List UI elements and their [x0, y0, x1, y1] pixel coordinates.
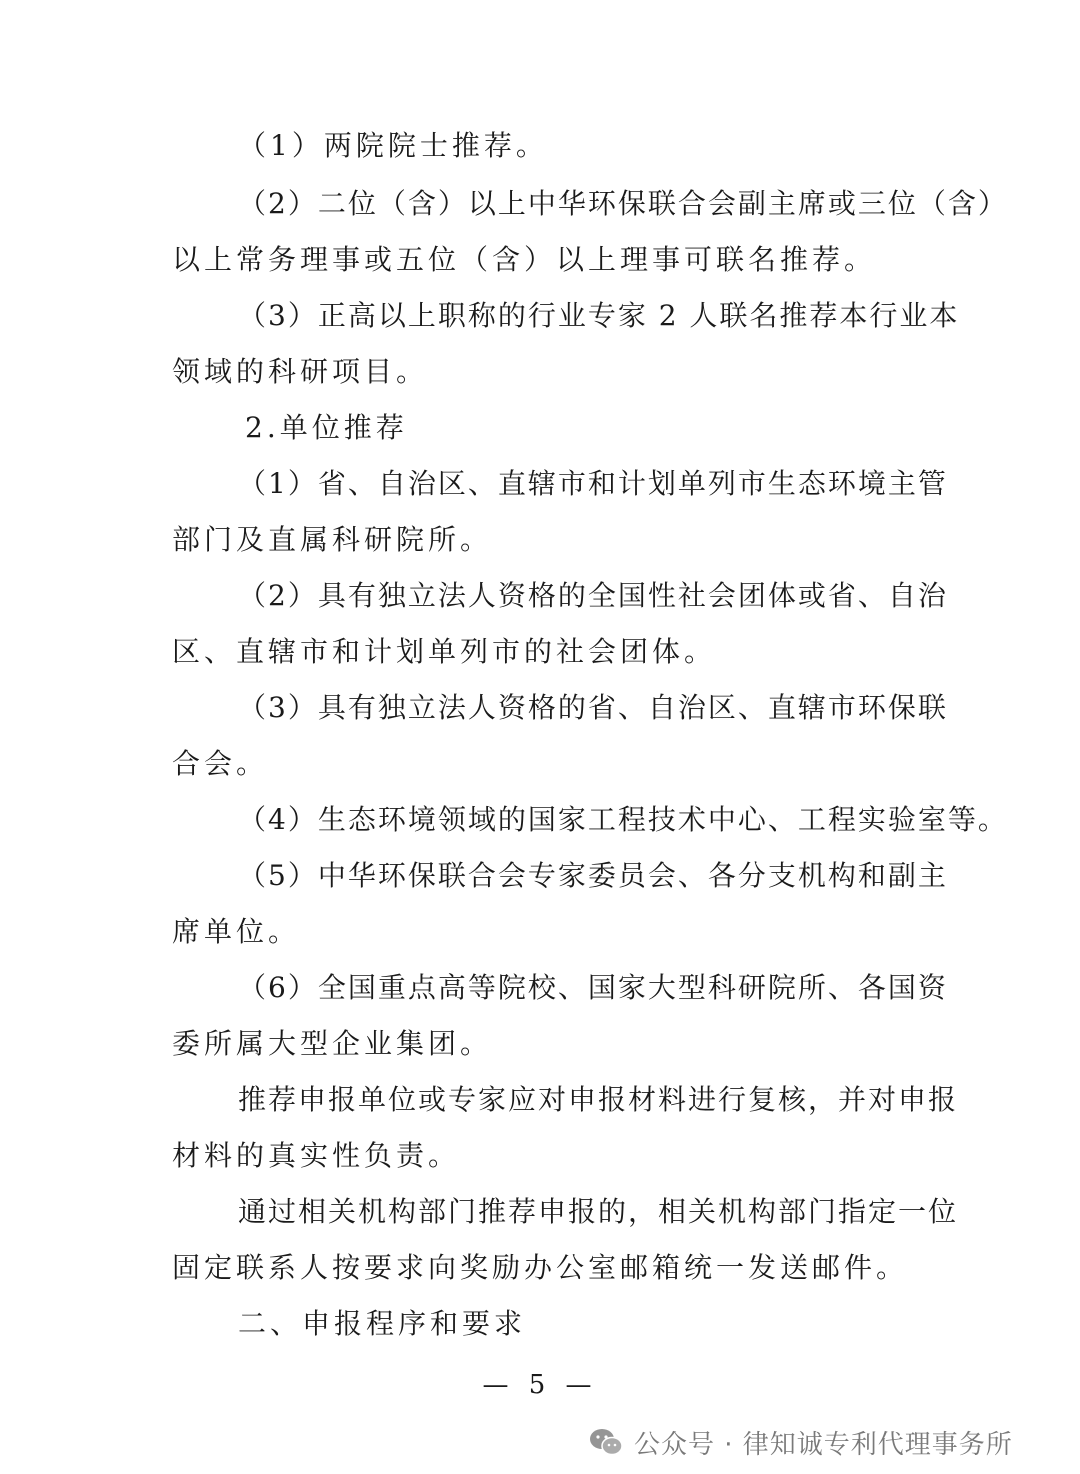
paragraph-line: 推荐申报单位或专家应对申报材料进行复核，并对申报: [238, 1083, 959, 1116]
paragraph-line: （6）全国重点高等院校、国家大型科研院所、各国资: [238, 971, 948, 1004]
watermark-text: 公众号 · 律知诚专利代理事务所: [634, 1429, 1013, 1460]
wechat-icon: [588, 1427, 624, 1457]
paragraph-line: 区、直辖市和计划单列市的社会团体。: [172, 635, 717, 668]
paragraph-line: （5）中华环保联合会专家委员会、各分支机构和副主: [238, 859, 948, 892]
paragraph-line: 领域的科研项目。: [172, 355, 429, 388]
paragraph-line: 以上常务理事或五位（含）以上理事可联名推荐。: [172, 243, 877, 276]
section-heading: 2.单位推荐: [245, 411, 408, 444]
paragraph-line: （3）正高以上职称的行业专家 2 人联名推荐本行业本: [238, 299, 960, 332]
watermark: [588, 1422, 1013, 1462]
page-number: — 5 —: [482, 1370, 598, 1400]
paragraph-line: 合会。: [172, 747, 269, 780]
paragraph-line: 委所属大型企业集团。: [172, 1027, 493, 1060]
paragraph-line: 固定联系人按要求向奖励办公室邮箱统一发送邮件。: [172, 1251, 909, 1284]
section-heading: 二、申报程序和要求: [238, 1307, 527, 1340]
paragraph-line: 部门及直属科研院所。: [172, 523, 493, 556]
paragraph-line: 席单位。: [172, 915, 301, 948]
paragraph-line: （2）具有独立法人资格的全国性社会团体或省、自治: [238, 579, 948, 612]
paragraph-line: （1）省、自治区、直辖市和计划单列市生态环境主管: [238, 467, 948, 500]
paragraph-line: （4）生态环境领域的国家工程技术中心、工程实验室等。: [238, 803, 1008, 836]
paragraph-line: （3）具有独立法人资格的省、自治区、直辖市环保联: [238, 691, 948, 724]
paragraph-line: （1）两院院士推荐。: [238, 129, 548, 162]
paragraph-line: 材料的真实性负责。: [172, 1139, 461, 1172]
paragraph-line: （2）二位（含）以上中华环保联合会副主席或三位（含）: [238, 187, 1008, 220]
paragraph-line: 通过相关机构部门推荐申报的，相关机构部门指定一位: [238, 1195, 959, 1228]
